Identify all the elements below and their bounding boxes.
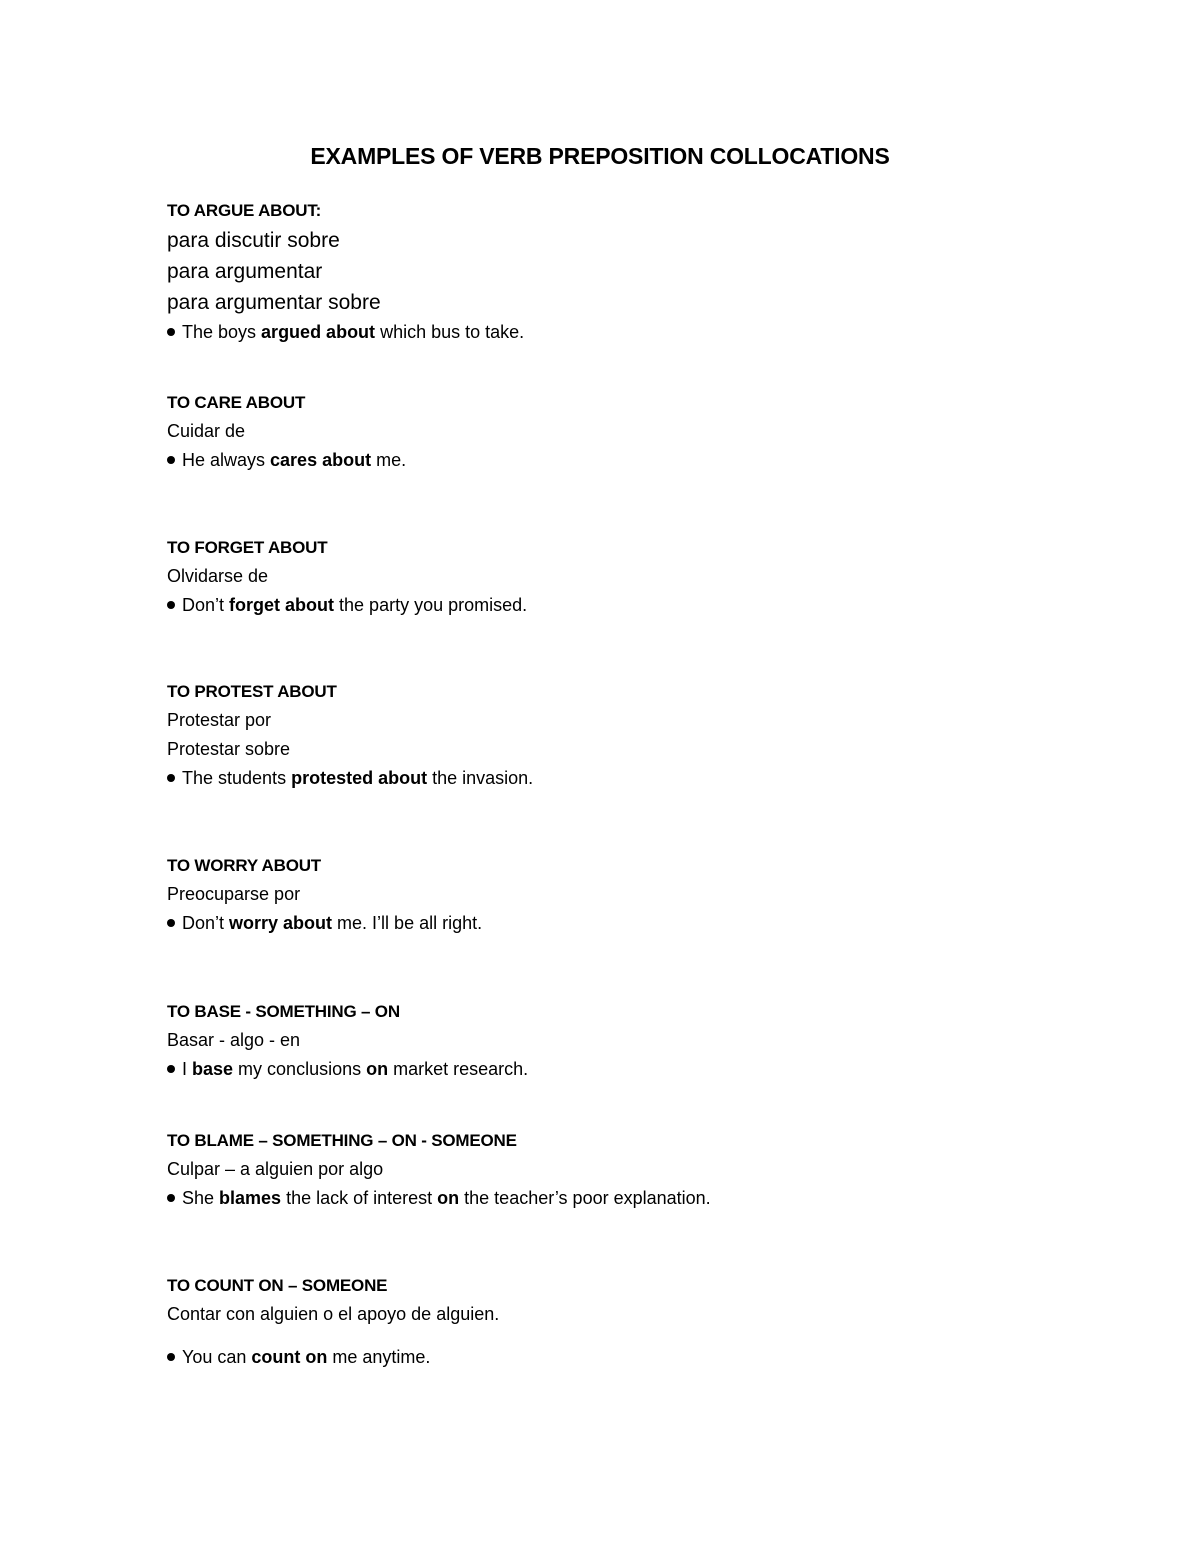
- section-heading: TO CARE ABOUT: [167, 393, 306, 412]
- example-sentence: I base my conclusions on market research.: [167, 1055, 1127, 1084]
- section-worry-about: [167, 851, 1127, 938]
- bullet-icon: [167, 774, 175, 782]
- translation: para argumentar: [167, 260, 323, 283]
- translation: Basar - algo - en: [167, 1030, 301, 1050]
- section-forget-about: [167, 533, 1127, 620]
- translation: Contar con alguien o el apoyo de alguien.: [167, 1304, 500, 1324]
- bullet-icon: [167, 328, 175, 336]
- bullet-icon: [167, 456, 175, 464]
- translation: para discutir sobre: [167, 229, 340, 252]
- section-blame-on: [167, 1126, 1127, 1213]
- section-count-on: [167, 1271, 1127, 1372]
- section-heading: TO FORGET ABOUT: [167, 538, 328, 557]
- bullet-icon: [167, 919, 175, 927]
- example-sentence: She blames the lack of interest on the teacher’s poor explanation.: [167, 1184, 1127, 1213]
- example-sentence: The boys argued about which bus to take.: [167, 318, 1127, 347]
- section-heading: TO COUNT ON – SOMEONE: [167, 1276, 388, 1295]
- section-argue-about: [167, 196, 1127, 347]
- example-sentence: He always cares about me.: [167, 446, 1127, 475]
- section-heading: TO PROTEST ABOUT: [167, 682, 337, 701]
- bullet-icon: [167, 601, 175, 609]
- translation: Culpar – a alguien por algo: [167, 1159, 384, 1179]
- section-heading: TO ARGUE ABOUT:: [167, 201, 322, 220]
- translation: Preocuparse por: [167, 884, 301, 904]
- example-sentence: Don’t worry about me. I’ll be all right.: [167, 909, 1127, 938]
- section-base-on: [167, 997, 1127, 1084]
- translation: Cuidar de: [167, 421, 246, 441]
- example-sentence: You can count on me anytime.: [167, 1343, 1127, 1372]
- translation: para argumentar sobre: [167, 291, 381, 314]
- section-heading: TO WORRY ABOUT: [167, 856, 321, 875]
- section-heading: TO BLAME – SOMETHING – ON - SOMEONE: [167, 1131, 517, 1150]
- bullet-icon: [167, 1065, 175, 1073]
- section-care-about: [167, 388, 1127, 475]
- bullet-icon: [167, 1353, 175, 1361]
- section-heading: TO BASE - SOMETHING – ON: [167, 1002, 400, 1021]
- example-sentence: Don’t forget about the party you promised.: [167, 591, 1127, 620]
- document-title: EXAMPLES OF VERB PREPOSITION COLLOCATIONS: [310, 143, 890, 169]
- translation: Olvidarse de: [167, 566, 269, 586]
- section-protest-about: [167, 677, 1127, 793]
- example-sentence: The students protested about the invasion.: [167, 764, 1127, 793]
- translation: Protestar por: [167, 710, 272, 730]
- bullet-icon: [167, 1194, 175, 1202]
- translation: Protestar sobre: [167, 739, 291, 759]
